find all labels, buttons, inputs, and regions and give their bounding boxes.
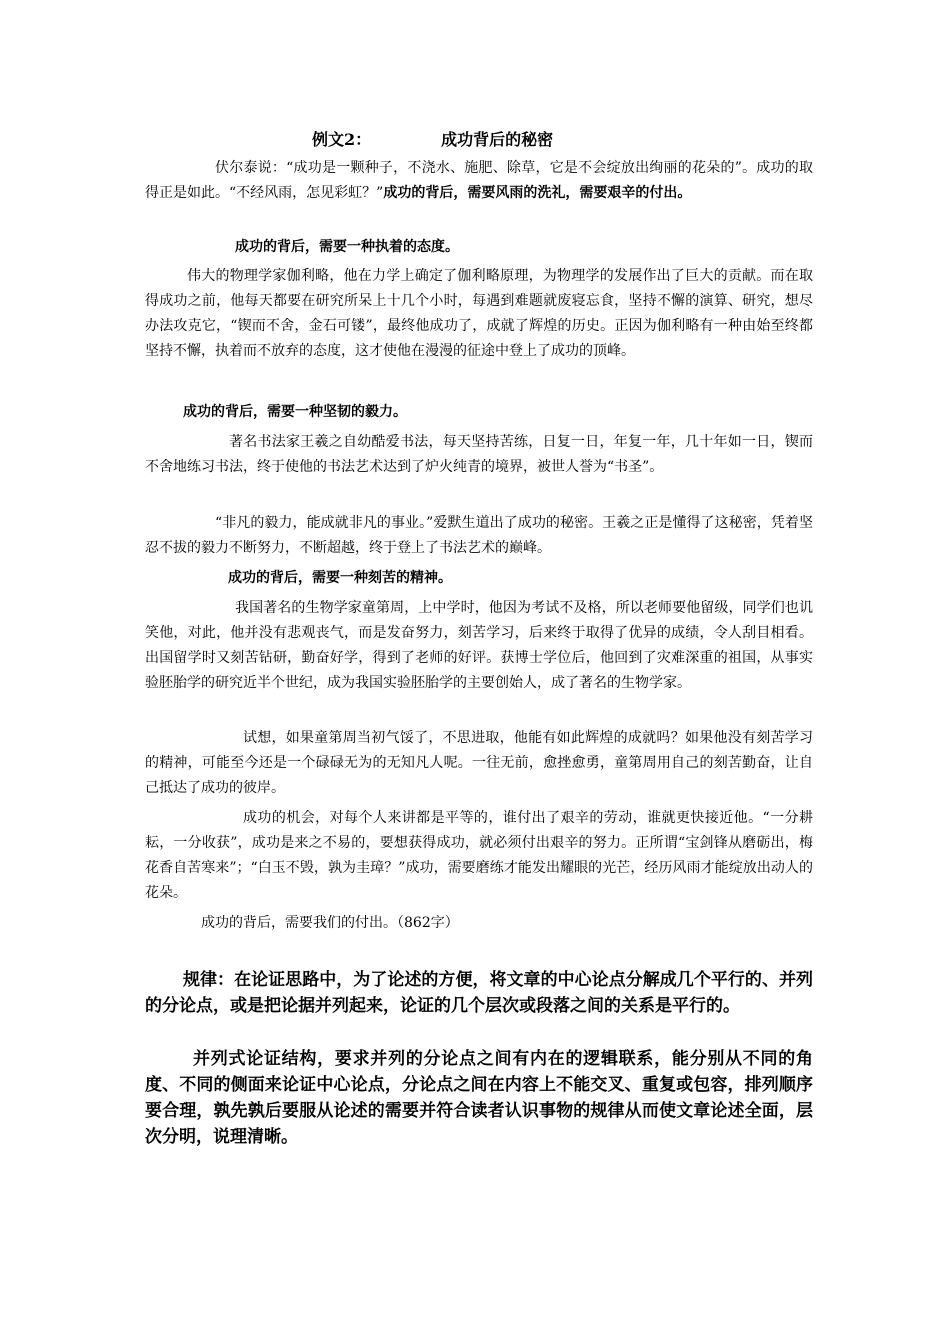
subheading-attitude: 成功的背后，需要一种执着的态度。 [235,239,459,255]
title-label: 例文2： [312,130,372,149]
intro-plain-text: 伏尔泰说：“成功是一颗种子，不浇水、施肥、除草，它是不会绽放出绚丽的花朵的”。成功的取得正是如此。“不经风雨，怎见彩虹？” [145,160,813,201]
paragraph-wang-xizhi: 著名书法家王羲之自幼酷爱书法，每天坚持苦练，日复一日，年复一年，几十年如一日，锲而不舍地练习书法，终于使他的书法艺术达到了炉火纯青的境界，被世人誉为“书圣”。 [145,434,813,475]
subheading-perseverance: 成功的背后，需要一种坚韧的毅力。 [183,404,407,420]
paragraph-reflection: 试想，如果童第周当初气馁了，不思进取，他能有如此辉煌的成就吗？如果他没有刻苦学习的精神，可能至今还是一个碌碌无为的无知凡人呢。一往无前，愈挫愈勇，童第周用自己的刻苦勤奋，让自己抵达了成功的彼岸。 [145,730,813,796]
document-title [312,127,553,150]
subheading-diligence: 成功的背后，需要一种刻苦的精神。 [228,570,452,586]
rule-note-1: 规律：在论证思路中，为了论述的方便，将文章的中心论点分解成几个平行的、并列的分论点，或是把论据并列起来，论证的几个层次或段落之间的关系是平行的。 [145,970,813,1016]
title-text: 成功背后的秘密 [441,130,554,149]
intro-bold-text: 成功的背后，需要风雨的洗礼，需要艰辛的付出。 [383,185,692,201]
paragraph-tong-dizhou: 我国著名的生物学家童第周，上中学时，他因为考试不及格，所以老师要他留级，同学们也讥笑他，对此，他并没有悲观丧气，而是发奋努力，刻苦学习，后来终于取得了优异的成绩，令人刮目相看。出国留学时又刻苦钻研，勤奋好学，得到了老师的好评。获博士学位后，他回到了灾难深重的祖国，从事实验胚胎学的研究近半个世纪，成为我国实验胚胎学的主要创始人，成了著名的生物学家。 [145,600,813,691]
paragraph-opportunity: 成功的机会，对每个人来讲都是平等的，谁付出了艰辛的劳动，谁就更快接近他。“一分耕耘，一分收获”，成功是来之不易的，要想获得成功，就必须付出艰辛的努力。正所谓“宝剑锋从磨砺出，梅花香自苦寒来”；“白玉不毁，孰为圭璋？”成功，需要磨练才能发出耀眼的光芒，经历风雨才能绽放出动人的花朵。 [145,810,813,901]
intro-paragraph [145,156,813,206]
paragraph-galileo: 伟大的物理学家伽利略，他在力学上确定了伽利略原理，为物理学的发展作出了巨大的贡献。而在取得成功之前，他每天都要在研究所呆上十几个小时，每遇到难题就废寝忘食，坚持不懈的演算、研究，想尽办法攻克它，“锲而不舍，金石可镂”，最终他成功了，成就了辉煌的历史。正因为伽利略有一种由始至终都坚持不懈，执着而不放弃的态度，这才使他在漫漫的征途中登上了成功的顶峰。 [145,268,813,359]
paragraph-emerson-quote: “非凡的毅力，能成就非凡的事业。”爱默生道出了成功的秘密。王羲之正是懂得了这秘密，凭着坚忍不拔的毅力不断努力，不断超越，终于登上了书法艺术的巅峰。 [145,515,813,556]
rule-note-2: 并列式论证结构，要求并列的分论点之间有内在的逻辑联系，能分别从不同的角度、不同的侧面来论证中心论点，分论点之间在内容上不能交叉、重复或包容，排列顺序要合理，孰先孰后要服从论述的需要并符合读者认识事物的规律从而使文章论述全面，层次分明，说理清晰。 [145,1049,813,1147]
conclusion-line: 成功的背后，需要我们的付出。（862字） [201,915,459,931]
